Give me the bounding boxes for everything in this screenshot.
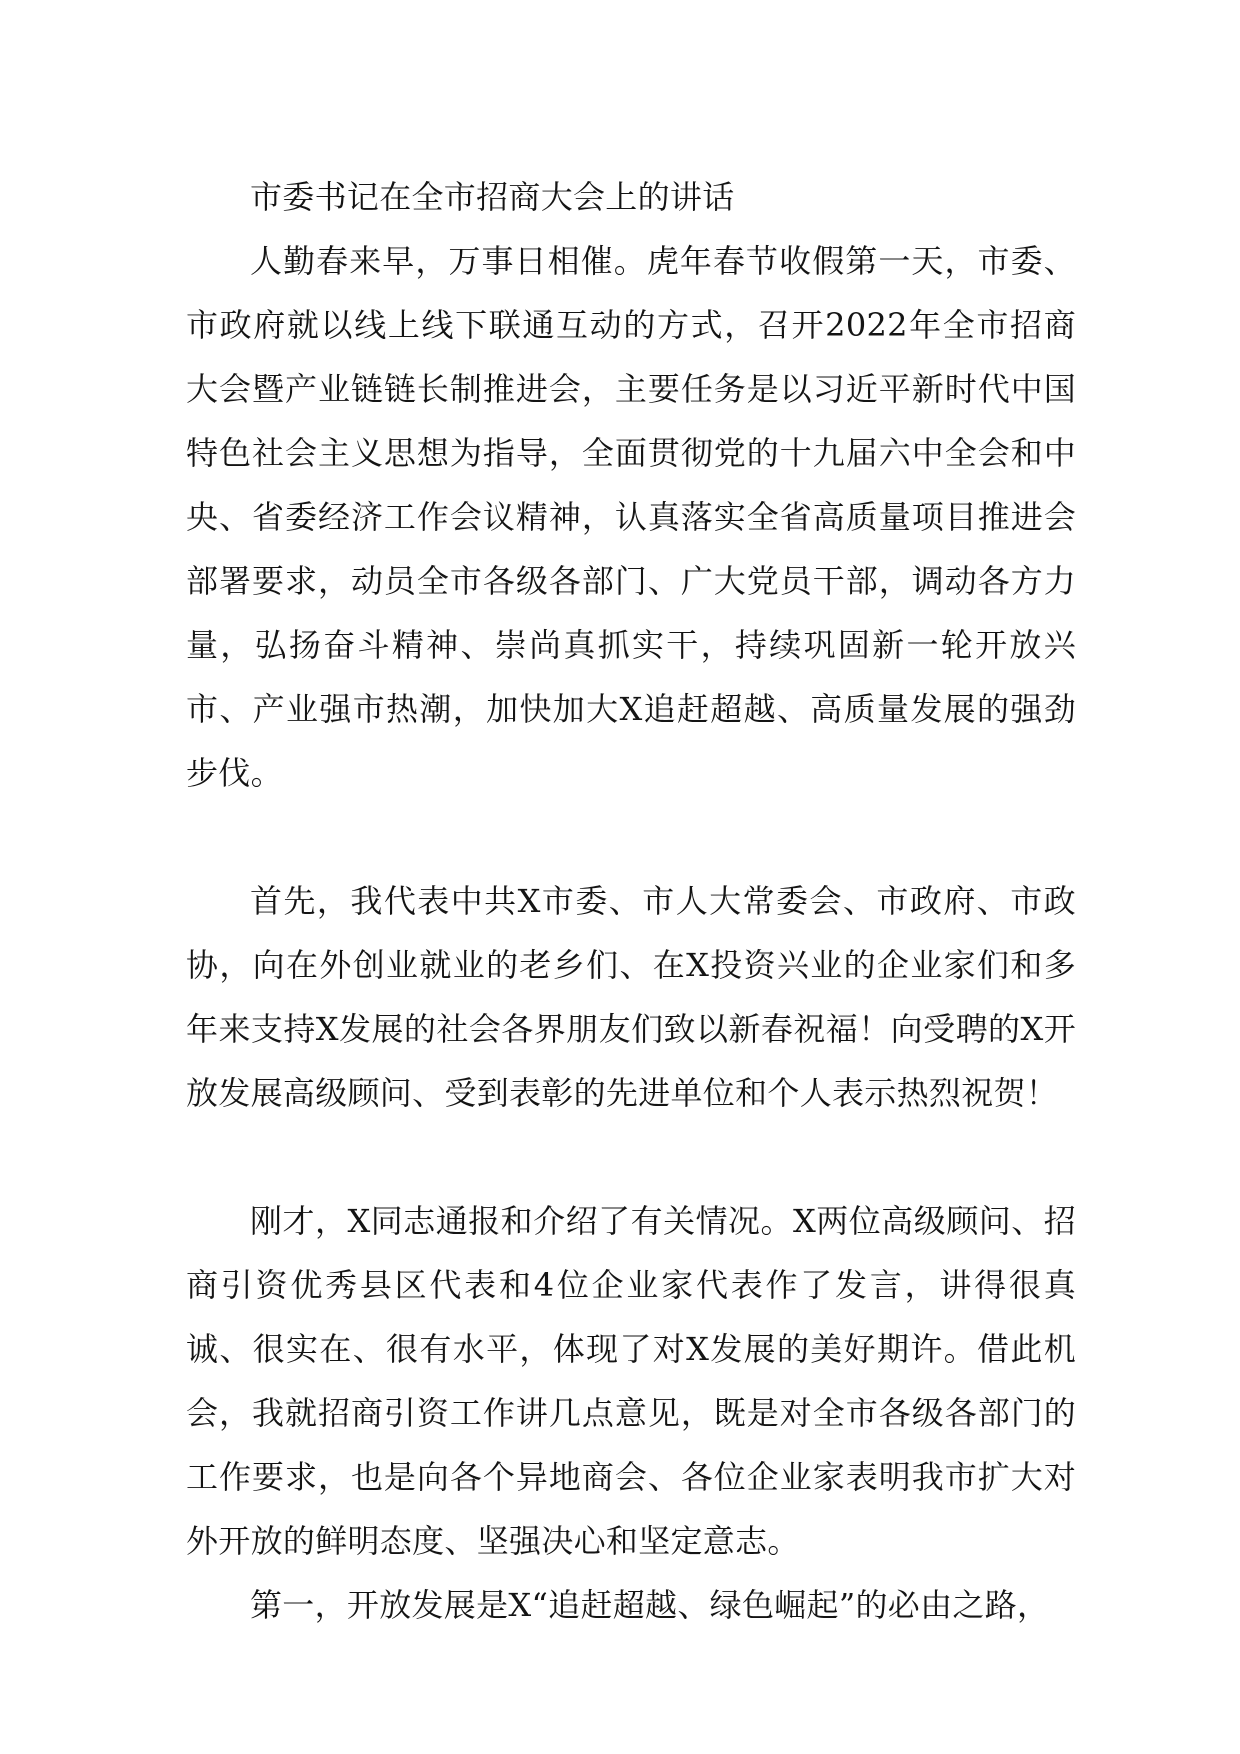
document-title: 市委书记在全市招商大会上的讲话 [250, 178, 735, 216]
document-body [186, 165, 1076, 1637]
paragraph-point-one: 第一，开放发展是X“追赶超越、绿色崛起”的必由之路， [250, 1586, 1050, 1624]
paragraph-greetings: 首先，我代表中共X市委、市人大常委会、市政府、市政协，向在外创业就业的老乡们、在X投资兴业的企业家们和多年来支持X发展的社会各界朋友们致以新春祝福！向受聘的X开放发展高级顾问、受到表彰的先进单位和个人表示热烈祝贺！ [186, 882, 1076, 1112]
paragraph-introduction: 刚才，X同志通报和介绍了有关情况。X两位高级顾问、招商引资优秀县区代表和4位企业家代表作了发言，讲得很真诚、很实在、很有水平，体现了对X发展的美好期许。借此机会，我就招商引资工作讲几点意见，既是对全市各级各部门的工作要求，也是向各个异地商会、各位企业家表明我市扩大对外开放的鲜明态度、坚强决心和坚定意志。 [186, 1202, 1076, 1560]
paragraph-opening: 人勤春来早，万事日相催。虎年春节收假第一天，市委、市政府就以线上线下联通互动的方式，召开2022年全市招商大会暨产业链链长制推进会，主要任务是以习近平新时代中国特色社会主义思想为指导，全面贯彻党的十九届六中全会和中央、省委经济工作会议精神，认真落实全省高质量项目推进会部署要求，动员全市各级各部门、广大党员干部，调动各方力量，弘扬奋斗精神、崇尚真抓实干，持续巩固新一轮开放兴市、产业强市热潮，加快加大X追赶超越、高质量发展的强劲步伐。 [186, 242, 1076, 792]
